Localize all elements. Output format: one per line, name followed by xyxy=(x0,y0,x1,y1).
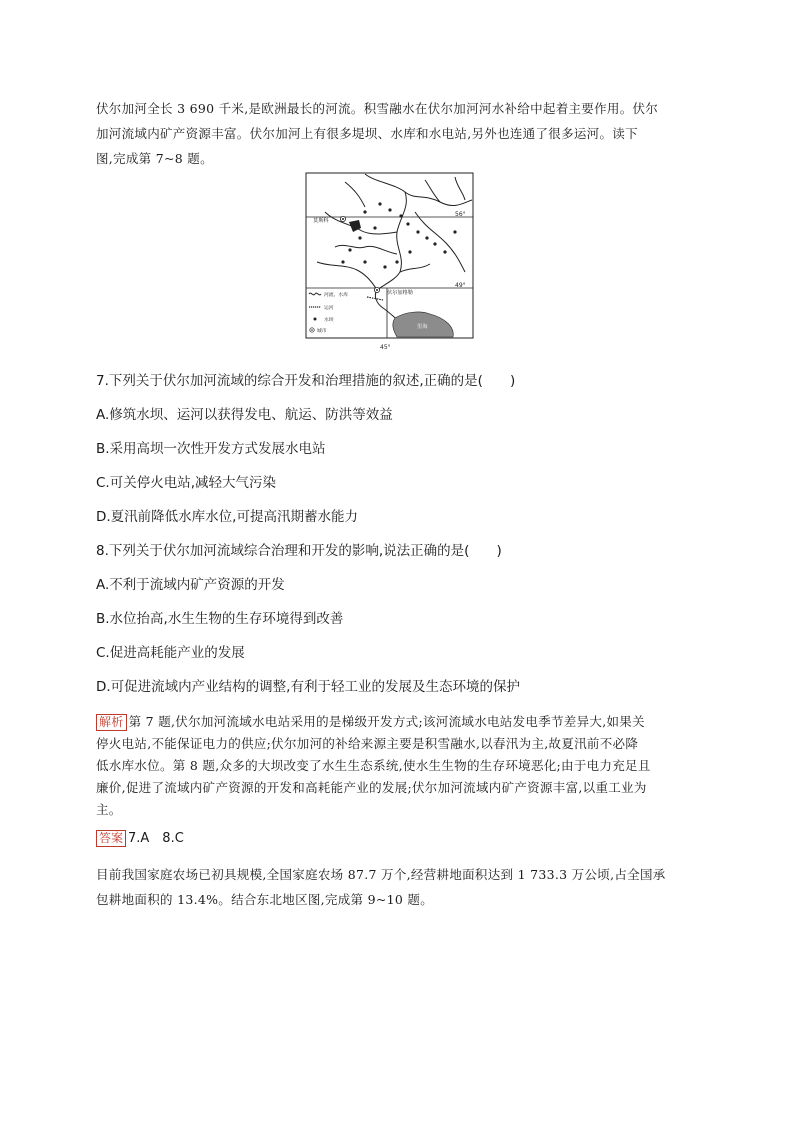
question-7-option-d: D.夏汛前降低水库水位,可提高汛期蓄水能力 xyxy=(96,509,358,525)
answer-block xyxy=(96,829,706,849)
moscow-label: 莫斯科 xyxy=(313,218,329,224)
question-8-option-c: C.促进高耗能产业的发展 xyxy=(96,645,245,661)
question-8 xyxy=(96,541,706,697)
answer-text: 7.A 8.C xyxy=(128,831,184,846)
question-8-option-a: A.不利于流域内矿产资源的开发 xyxy=(96,577,285,593)
intro-line-2: 加河流域内矿产资源丰富。伏尔加河上有很多堤坝、水库和水电站,另外也连通了很多运河。读下 xyxy=(96,126,638,141)
answer-tag: 答案 xyxy=(96,830,126,847)
volgograd-label: 伏尔加格勒 xyxy=(387,290,413,296)
question-7 xyxy=(96,371,706,527)
analysis-line-4: 廉价,促进了流域内矿产资源的开发和高耗能产业的发展;伏尔加河流域内矿产资源丰富,以重工业为 xyxy=(96,780,647,795)
lon-45-label: 45° xyxy=(380,344,391,351)
legend-canal-label: 运河 xyxy=(324,306,334,311)
legend-river-label: 河流、水库 xyxy=(324,293,348,298)
legend-city-label: 城市 xyxy=(317,329,327,334)
intro-paragraph xyxy=(96,96,696,171)
analysis-line-5: 主。 xyxy=(96,802,122,817)
legend-dam-label: 水坝 xyxy=(324,318,334,323)
question-8-option-d: D.可促进流域内产业结构的调整,有利于轻工业的发展及生态环境的保护 xyxy=(96,679,520,695)
next-line-2: 包耕地面积的 13.4%。结合东北地区图,完成第 9~10 题。 xyxy=(96,892,434,907)
analysis-block xyxy=(96,711,696,821)
analysis-tag: 解析 xyxy=(96,714,127,731)
question-7-option-c: C.可关停火电站,减轻大气污染 xyxy=(96,475,277,491)
caspian-sea-label: 里海 xyxy=(417,324,428,330)
question-8-option-b: B.水位抬高,水生生物的生存环境得到改善 xyxy=(96,611,344,627)
analysis-line-2: 停火电站,不能保证电力的供应;伏尔加河的补给来源主要是积雪融水,以春汛为主,故夏汛前不必降 xyxy=(96,736,639,751)
analysis-line-3: 低水库水位。第 8 题,众多的大坝改变了水生生态系统,使水生生物的生存环境恶化;由于电力充足且 xyxy=(96,758,651,773)
next-passage xyxy=(96,862,696,912)
volga-basin-map xyxy=(305,172,480,352)
question-7-stem: 7.下列关于伏尔加河流域的综合开发和治理措施的叙述,正确的是( ) xyxy=(96,373,516,389)
question-8-stem: 8.下列关于伏尔加河流域综合治理和开发的影响,说法正确的是( ) xyxy=(96,543,502,559)
question-7-option-b: B.采用高坝一次性开发方式发展水电站 xyxy=(96,441,326,457)
analysis-line-1: 第 7 题,伏尔加河流域水电站采用的是梯级开发方式;该河流域水电站发电季节差异大,如果关 xyxy=(128,714,645,729)
lat-49-label: 49° xyxy=(455,282,466,289)
intro-line-1: 伏尔加河全长 3 690 千米,是欧洲最长的河流。积雪融水在伏尔加河河水补给中起着主要作用。伏尔 xyxy=(96,101,659,116)
lat-56-label: 56° xyxy=(455,211,466,218)
next-line-1: 目前我国家庭农场已初具规模,全国家庭农场 87.7 万个,经营耕地面积达到 1 733.3 万公顷,占全国承 xyxy=(96,867,666,882)
question-7-option-a: A.修筑水坝、运河以获得发电、航运、防洪等效益 xyxy=(96,407,393,423)
intro-line-3: 图,完成第 7~8 题。 xyxy=(96,151,213,166)
